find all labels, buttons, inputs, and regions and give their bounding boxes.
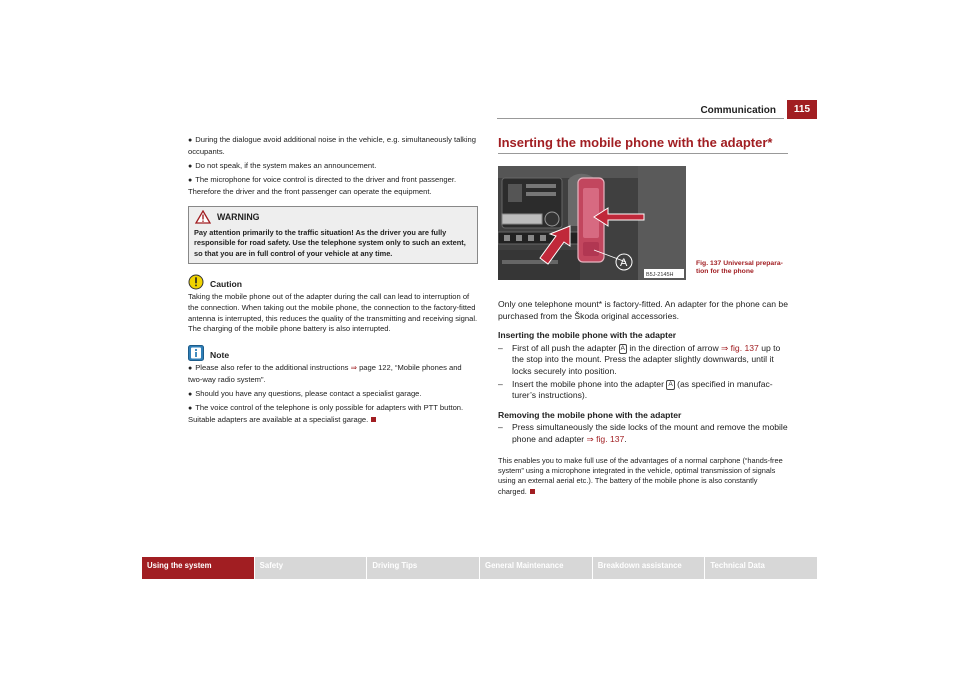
section-title: Communication bbox=[700, 105, 776, 116]
caution-exclamation-icon bbox=[188, 274, 204, 290]
tab-safety[interactable]: Safety bbox=[255, 557, 368, 579]
bullet-icon: ● bbox=[188, 364, 193, 372]
callout-a-badge: A bbox=[620, 344, 625, 352]
list-item: ● The microphone for voice control is directed to the driver and front passenger. Therefore the driver and the front passenger can operate the equipment. bbox=[188, 175, 457, 197]
page-number: 115 bbox=[787, 100, 817, 119]
bullet-icon: ● bbox=[188, 390, 193, 398]
header-rule bbox=[497, 118, 784, 119]
tab-technical-data[interactable]: Technical Data bbox=[705, 557, 818, 579]
figure-caption: Fig. 137 Universal prepara- tion for the phone bbox=[696, 260, 783, 276]
info-icon bbox=[188, 345, 204, 361]
figure-reference-link[interactable]: ⇒ fig. 137 bbox=[586, 433, 625, 444]
bullet-icon: ● bbox=[188, 162, 193, 170]
left-column bbox=[188, 135, 478, 429]
intro-paragraph: Only one telephone mount* is factory-fitted. An adapter for the phone can be purchased from the Škoda original accessories. bbox=[498, 299, 788, 321]
list-item: ● Do not speak, if the system makes an announcement. bbox=[188, 160, 377, 170]
list-item: – Insert the mobile phone into the adapter A (as specified in manufac- turer’s instructions). bbox=[498, 378, 773, 401]
caution-title: Caution bbox=[210, 279, 242, 290]
warning-box bbox=[188, 206, 478, 264]
phone-mount-illustration bbox=[498, 166, 686, 280]
list-item: – Press simultaneously the side locks of the mount and remove the mobile phone and adapter ⇒ fig. 137. bbox=[498, 422, 788, 444]
list-item: ● During the dialogue avoid additional noise in the vehicle, e.g. simultaneously talking occupants. bbox=[188, 135, 476, 156]
tab-driving-tips[interactable]: Driving Tips bbox=[367, 557, 480, 579]
figure-code: B5J-2145H bbox=[646, 272, 674, 278]
footer-nav bbox=[142, 557, 818, 579]
end-of-section-mark bbox=[371, 417, 376, 422]
warning-title: WARNING bbox=[217, 211, 260, 222]
caution-section bbox=[188, 273, 478, 335]
caution-text: Taking the mobile phone out of the adapter during the call can lead to interruption of the connection. When taking out the mobile phone, the connection to the factory-fitted antenna is interrupted, this reduces the quality of the transmitting and receiving signal. The charging of the mobile phone battery is also interrupted. bbox=[188, 292, 478, 334]
bullet-icon: ● bbox=[188, 137, 193, 144]
figure-label-a: A bbox=[620, 257, 628, 269]
tab-general-maintenance[interactable]: General Maintenance bbox=[480, 557, 593, 579]
list-item: ● Should you have any questions, please contact a specialist garage. bbox=[188, 388, 422, 398]
callout-a-badge: A bbox=[668, 380, 673, 388]
note-section bbox=[188, 344, 478, 426]
figure-phone-mount bbox=[498, 166, 686, 280]
figure-reference-link[interactable]: ⇒ fig. 137 bbox=[721, 342, 759, 353]
list-item: ● The voice control of the telephone is only possible for adapters with PTT button. Suitable adapters are available at a specialist garage. bbox=[188, 403, 464, 425]
remove-heading: Removing the mobile phone with the adapter bbox=[498, 409, 682, 420]
list-item: ● Please also refer to the additional instructions ⇒ page 122, “Mobile phones and two-way radio system”. bbox=[188, 362, 462, 384]
end-of-section-mark bbox=[530, 489, 535, 494]
section-heading: Inserting the mobile phone with the adapter* bbox=[498, 135, 788, 154]
right-column bbox=[498, 135, 788, 497]
page-header bbox=[0, 100, 960, 120]
list-item: – First of all push the adapter A in the direction of arrow ⇒ fig. 137 up to the stop into the mount. Press the adapter slightly downwards, until it locks securely into position. bbox=[498, 342, 781, 376]
bullet-icon: ● bbox=[188, 405, 193, 413]
note-title: Note bbox=[210, 350, 230, 361]
tab-breakdown-assistance[interactable]: Breakdown assistance bbox=[593, 557, 706, 579]
instructions-body bbox=[498, 299, 788, 497]
bullet-icon: ● bbox=[188, 177, 193, 185]
summary-paragraph: This enables you to make full use of the advantages of a normal carphone (“hands-free system” using a microphone integrated in the vehicle, optimal transmission of signals using an external aerial etc.). The battery of the mobile phone is also constantly charged. bbox=[498, 455, 783, 496]
warning-text: Pay attention primarily to the traffic situation! As the driver you are fully responsible for road safety. Use the telephone system only to such an extent, so that you are in full control of your vehicle at any time. bbox=[189, 226, 477, 263]
insert-heading: Inserting the mobile phone with the adapter bbox=[498, 330, 677, 341]
tab-using-the-system[interactable]: Using the system bbox=[142, 557, 255, 579]
warning-triangle-icon bbox=[195, 210, 211, 224]
cross-reference-arrow: ⇒ bbox=[350, 362, 357, 372]
